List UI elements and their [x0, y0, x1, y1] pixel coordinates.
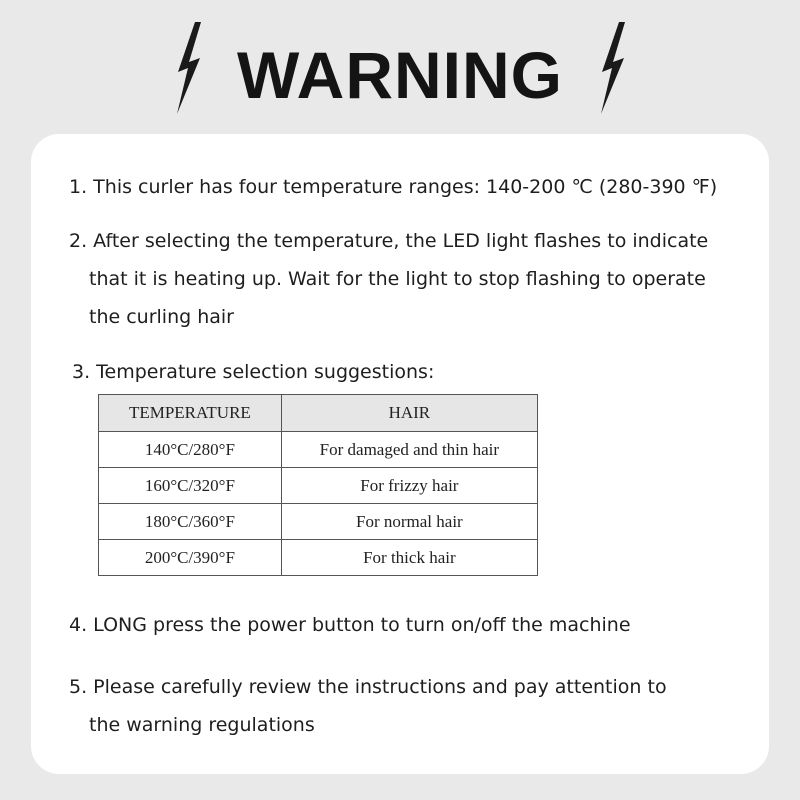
instruction-text: 2. After selecting the temperature, the LED light flashes to indicate	[69, 230, 709, 252]
instruction-text-continued: the curling hair	[89, 306, 234, 328]
instruction-item-5	[69, 668, 667, 744]
instruction-text: 1. This curler has four temperature ranges: 140-200 ℃ (280-390 ℉)	[69, 176, 718, 198]
instruction-text: 3. Temperature selection suggestions:	[72, 361, 435, 383]
hair-cell: For frizzy hair	[281, 468, 537, 504]
warning-header	[0, 22, 800, 122]
temperature-cell: 140°C/280°F	[99, 432, 282, 468]
instruction-item-4	[69, 606, 631, 644]
column-header-hair: HAIR	[281, 395, 537, 432]
instruction-item-2	[69, 222, 708, 336]
temperature-table	[98, 394, 538, 576]
lightning-bolt-icon	[597, 22, 627, 114]
temperature-cell: 180°C/360°F	[99, 504, 282, 540]
table-row	[99, 504, 538, 540]
instruction-text: 5. Please carefully review the instructions and pay attention to	[69, 676, 667, 698]
table-row	[99, 468, 538, 504]
temperature-cell: 200°C/390°F	[99, 540, 282, 576]
instruction-item-1	[69, 168, 717, 206]
table-header-row	[99, 395, 538, 432]
instruction-text-continued: the warning regulations	[89, 714, 315, 736]
temperature-cell: 160°C/320°F	[99, 468, 282, 504]
instruction-item-3	[72, 353, 434, 391]
table-row	[99, 540, 538, 576]
hair-cell: For thick hair	[281, 540, 537, 576]
instruction-text: 4. LONG press the power button to turn on/off the machine	[69, 614, 631, 636]
column-header-temperature: TEMPERATURE	[99, 395, 282, 432]
page-title: WARNING	[237, 38, 563, 112]
instructions-card	[31, 134, 769, 774]
hair-cell: For damaged and thin hair	[281, 432, 537, 468]
hair-cell: For normal hair	[281, 504, 537, 540]
table-row	[99, 432, 538, 468]
instruction-text-continued: that it is heating up. Wait for the light to stop flashing to operate	[89, 268, 706, 290]
